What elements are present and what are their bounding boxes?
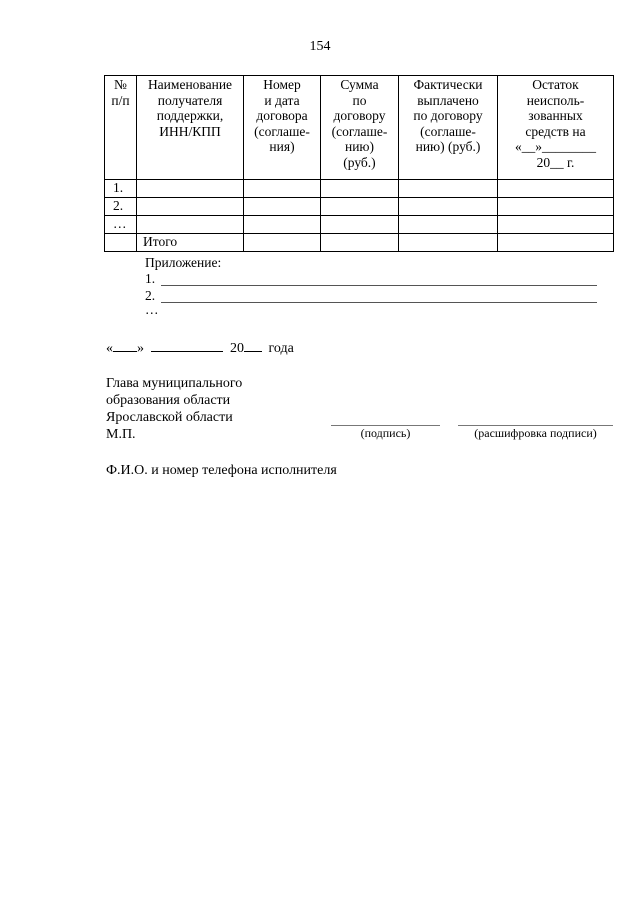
year-blank — [244, 351, 262, 352]
header-line: средств на — [525, 123, 586, 139]
decryption-caption: (расшифровка подписи) — [474, 426, 597, 440]
header-line: Остаток — [532, 77, 579, 92]
day-blank — [113, 351, 137, 352]
signature-caption: (подпись) — [360, 426, 411, 440]
header-line: № — [114, 77, 127, 92]
cell — [498, 234, 614, 252]
header-line: выплачено — [417, 92, 479, 108]
signatory-line: образования области — [106, 393, 231, 408]
header-line: по договору — [413, 108, 483, 123]
date-close-quote: » — [137, 341, 144, 356]
header-line: нию) — [344, 139, 375, 154]
signatory-line: Глава муниципального — [106, 376, 243, 391]
cell — [321, 216, 399, 234]
header-line: поддержки, — [156, 108, 224, 123]
row-number: 2. — [105, 198, 137, 216]
cell — [498, 216, 614, 234]
appendix-ellipsis: … — [145, 302, 159, 317]
date-suffix: года — [268, 341, 294, 356]
header-line: 20__ г. — [536, 154, 575, 170]
header-line: договору — [333, 108, 386, 123]
header-line: (соглаше- — [331, 123, 388, 139]
header-line: (соглаше- — [420, 123, 476, 139]
signatory-line: Ярославской области — [106, 410, 233, 425]
cell — [498, 198, 614, 216]
header-line: Наименование — [147, 77, 233, 92]
month-blank — [151, 351, 223, 352]
page-number: 154 — [309, 39, 331, 54]
table-row — [105, 198, 614, 216]
header-line: договора — [256, 108, 308, 123]
cell — [137, 216, 244, 234]
header-contract — [244, 76, 321, 180]
appendix-item-2: 2. — [145, 288, 156, 303]
cell — [105, 234, 137, 252]
date-line — [106, 341, 294, 357]
appendix-title: Приложение: — [145, 255, 222, 270]
appendix-item-1: 1. — [145, 271, 156, 286]
header-line: Номер — [263, 77, 301, 92]
report-table — [104, 75, 614, 252]
total-label: Итого — [137, 234, 244, 252]
cell — [399, 216, 498, 234]
header-remaining — [498, 76, 614, 180]
cell — [321, 180, 399, 198]
cell — [399, 180, 498, 198]
appendix-line-2 — [161, 302, 597, 303]
stamp-label: М.П. — [106, 427, 136, 442]
table-row — [105, 216, 614, 234]
header-recipient — [137, 76, 244, 180]
cell — [321, 198, 399, 216]
header-number — [105, 76, 137, 180]
cell — [321, 234, 399, 252]
cell — [244, 180, 321, 198]
header-line: зованных — [528, 108, 583, 123]
cell — [498, 180, 614, 198]
header-line: Сумма — [340, 77, 379, 92]
cell — [399, 234, 498, 252]
header-line: п/п — [111, 92, 130, 108]
header-line: «__»________ — [515, 139, 596, 154]
header-line: нию) (руб.) — [415, 139, 481, 154]
row-number: 1. — [105, 180, 137, 198]
header-line: неисполь- — [526, 92, 585, 108]
year-prefix: 20 — [230, 341, 244, 356]
executor-label: Ф.И.О. и номер телефона исполнителя — [106, 463, 337, 478]
cell — [244, 198, 321, 216]
table-header-row — [105, 76, 614, 180]
header-line: (руб.) — [343, 154, 376, 170]
cell — [137, 198, 244, 216]
header-line: ния) — [269, 139, 295, 154]
signatory-block — [106, 375, 242, 443]
header-amount — [321, 76, 399, 180]
date-open-quote: « — [106, 341, 113, 356]
header-line: (соглаше- — [254, 123, 310, 139]
total-row — [105, 234, 614, 252]
cell — [137, 180, 244, 198]
header-paid — [399, 76, 498, 180]
row-number: … — [105, 216, 137, 234]
table-row — [105, 180, 614, 198]
header-line: по — [352, 92, 367, 108]
cell — [244, 234, 321, 252]
cell — [399, 198, 498, 216]
cell — [244, 216, 321, 234]
header-line: и дата — [264, 92, 300, 108]
appendix-line-1 — [161, 285, 597, 286]
header-line: получателя — [157, 92, 223, 108]
header-line: Фактически — [413, 77, 483, 92]
header-line: ИНН/КПП — [159, 123, 221, 139]
